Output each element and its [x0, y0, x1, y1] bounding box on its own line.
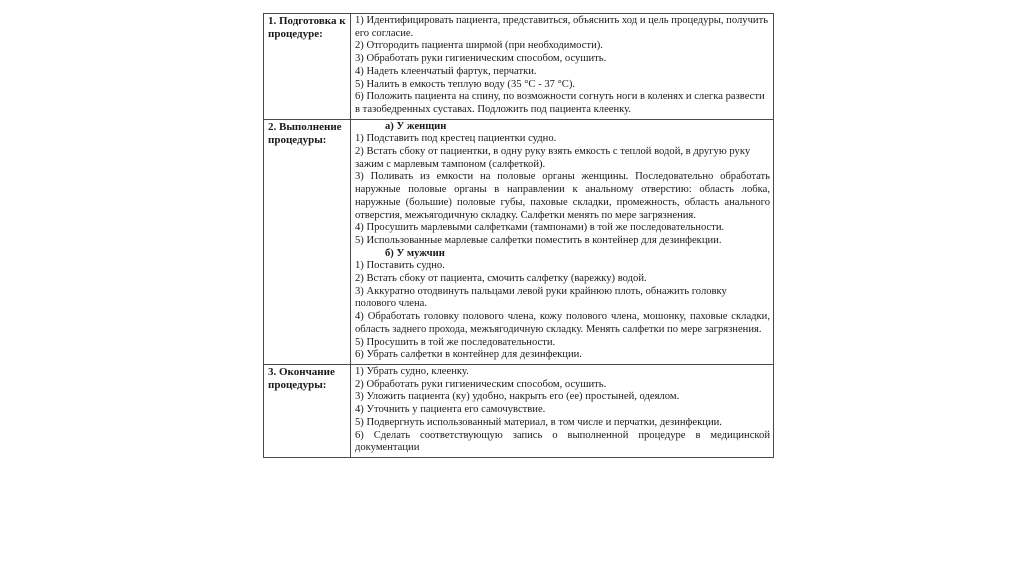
- list-item: 5) Подвергнуть использованный материал, в том числе и перчатки, дезинфекции.: [355, 416, 722, 428]
- list-item: 4) Уточнить у пациента его самочувствие.: [355, 404, 546, 416]
- list-item: 5) Налить в емкость теплую воду (35 °С - 37 °С).: [355, 78, 576, 90]
- list-item: 1) Поставить судно.: [355, 260, 445, 272]
- table-row-execution: [264, 119, 774, 364]
- list-item: 4) Просушить марлевыми салфетками (тампонами) в той же последовательности.: [355, 222, 725, 234]
- list-item: 2) Обработать руки гигиеническим способом, осушить.: [355, 378, 607, 390]
- list-item: 4) Обработать головку полового члена, кожу полового члена, мошонку, паховые складки, область заднего прохода, межъягодичную складку. Менять салфетки по мере загрязнения.: [355, 311, 770, 335]
- list-item: 2) Встать сбоку от пациентки, в одну руку взять емкость с теплой водой, в другую руку зажим с марлевым тампоном (салфеткой).: [355, 146, 751, 170]
- list-item: 3) Обработать руки гигиеническим способом, осушить.: [355, 53, 607, 65]
- list-item: 6) Положить пациента на спину, по возможности согнуть ноги в коленях и слегка развести в тазобедренных суставах. Подложить под пациента клеенку.: [355, 91, 765, 115]
- procedure-table: [263, 13, 774, 458]
- list-item: 2) Встать сбоку от пациента, смочить салфетку (варежку) водой.: [355, 273, 647, 285]
- list-item: 2) Отгородить пациента ширмой (при необходимости).: [355, 40, 603, 52]
- subheading-women: а) У женщин: [385, 120, 447, 132]
- section-title-preparation: 1. Подготовка к процедуре:: [264, 14, 351, 120]
- section-body-preparation: [351, 14, 774, 120]
- list-item: 3) Аккуратно отодвинуть пальцами левой руки крайнюю плоть, обнажить головку полового члена.: [355, 285, 727, 310]
- section-title-completion: 3. Окончание процедуры:: [264, 364, 351, 457]
- list-item: 1) Подставить под крестец пациентки судно.: [355, 133, 557, 145]
- section-body-execution: [351, 119, 774, 364]
- list-item: 6) Сделать соответствующую запись о выполненной процедуре в медицинской документации: [355, 429, 770, 454]
- list-item: 3) Уложить пациента (ку) удобно, накрыть его (ее) простыней, одеялом.: [355, 391, 680, 403]
- list-item: 1) Убрать судно, клеенку.: [355, 365, 469, 377]
- table-row-preparation: [264, 14, 774, 120]
- list-item: 5) Просушить в той же последовательности.: [355, 336, 556, 348]
- list-item: 1) Идентифицировать пациента, представиться, объяснить ход и цель процедуры, получить его согласие.: [355, 15, 769, 39]
- list-item: 3) Поливать из емкости на половые органы женщины. Последовательно обработать наружные половые органы в направлении к анальному отверстию: область лобка, наружные (большие) половые губы, паховые складки, промежность, область анального отверстия, межъягодичную складку. Салфетки менять по мере загрязнения.: [355, 171, 770, 221]
- list-item: 6) Убрать салфетки в контейнер для дезинфекции.: [355, 349, 582, 361]
- table-row-completion: [264, 364, 774, 457]
- section-title-execution: 2. Выполнение процедуры:: [264, 119, 351, 364]
- subheading-men: б) У мужчин: [385, 247, 445, 259]
- section-body-completion: [351, 364, 774, 457]
- list-item: 4) Надеть клеенчатый фартук, перчатки.: [355, 65, 537, 77]
- list-item: 5) Использованные марлевые салфетки поместить в контейнер для дезинфекции.: [355, 234, 722, 246]
